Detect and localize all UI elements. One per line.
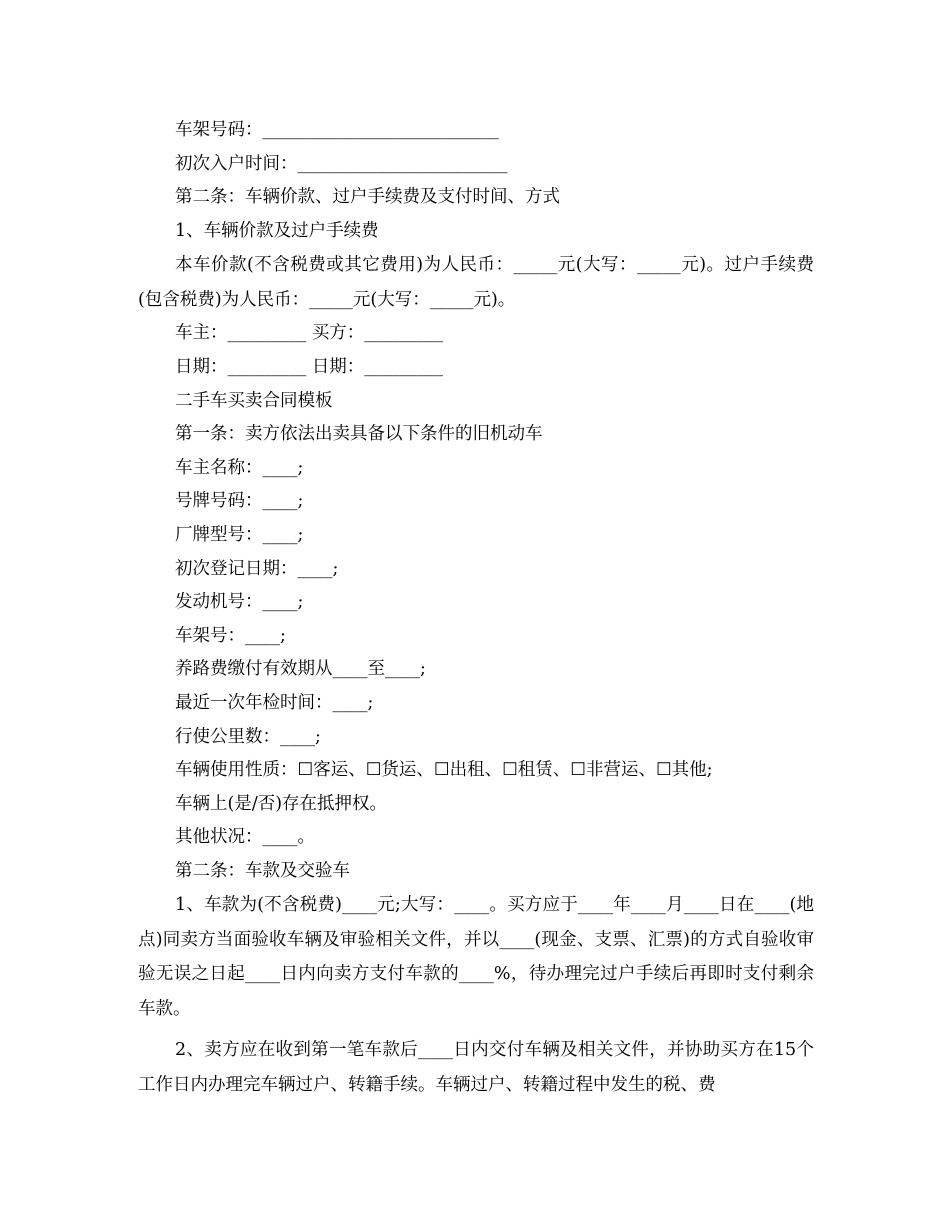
template-title: 二手车买卖合同模板 bbox=[175, 390, 333, 411]
field-mortgage: 车辆上(是/否)存在抵押权。 bbox=[175, 793, 388, 814]
frame-number-line: 车架号码：___________________________ bbox=[175, 120, 499, 140]
field-first-registration-date: 初次登记日期：____; bbox=[175, 558, 339, 579]
clause-two-paragraph: 2、卖方应在收到第一笔车款后____日内交付车辆及相关文件，并协助买方在15个工作日内办理完车辆过户、转籍手续。车辆过户、转籍过程中发生的税、费 bbox=[138, 1040, 814, 1095]
clause-one-paragraph: 1、车款为(不含税费)____元;大写：____。买方应于____年____月____日在____(地点)同卖方当面验收车辆及审验相关文件，并以____(现金、支票、汇票)的方式自验收审验无误之日起____日内向卖方支付车款的____%，待办理完过户手续后再即时支付剩余车款。 bbox=[138, 895, 814, 1019]
field-usage-type: 车辆使用性质：☐客运、☐货运、☐出租、☐租赁、☐非营运、☐其他; bbox=[175, 760, 713, 781]
article-one-heading: 第一条：卖方依法出卖具备以下条件的旧机动车 bbox=[175, 424, 543, 445]
field-frame-number: 车架号：____; bbox=[175, 625, 286, 646]
field-owner-name: 车主名称：____; bbox=[175, 457, 304, 478]
field-other-status: 其他状况：____。 bbox=[175, 827, 315, 848]
field-engine-number: 发动机号：____; bbox=[175, 592, 304, 613]
document-body bbox=[138, 114, 814, 1102]
field-road-fee-validity: 养路费缴付有效期从____至____; bbox=[175, 659, 426, 680]
article-two-payment-heading: 第二条：车款及交验车 bbox=[175, 860, 350, 881]
signature-dates: 日期：_________ 日期：_________ bbox=[175, 356, 444, 377]
price-paragraph: 本车价款(不含税费或其它费用)为人民币：_____元(大写：_____元)。过户手续费(包含税费)为人民币：_____元(大写：_____元)。 bbox=[138, 255, 814, 310]
first-registration-time-line: 初次入户时间：________________________ bbox=[175, 153, 508, 174]
article-two-heading: 第二条：车辆价款、过户手续费及支付时间、方式 bbox=[175, 187, 560, 208]
field-plate-number: 号牌号码：____; bbox=[175, 491, 304, 512]
field-mileage: 行使公里数：____; bbox=[175, 726, 321, 747]
field-brand-model: 厂牌型号：____; bbox=[175, 524, 304, 545]
price-subheading: 1、车辆价款及过户手续费 bbox=[175, 220, 379, 241]
field-last-inspection: 最近一次年检时间：____; bbox=[175, 692, 374, 713]
signature-owner-buyer: 车主：_________ 买方：_________ bbox=[175, 323, 444, 344]
